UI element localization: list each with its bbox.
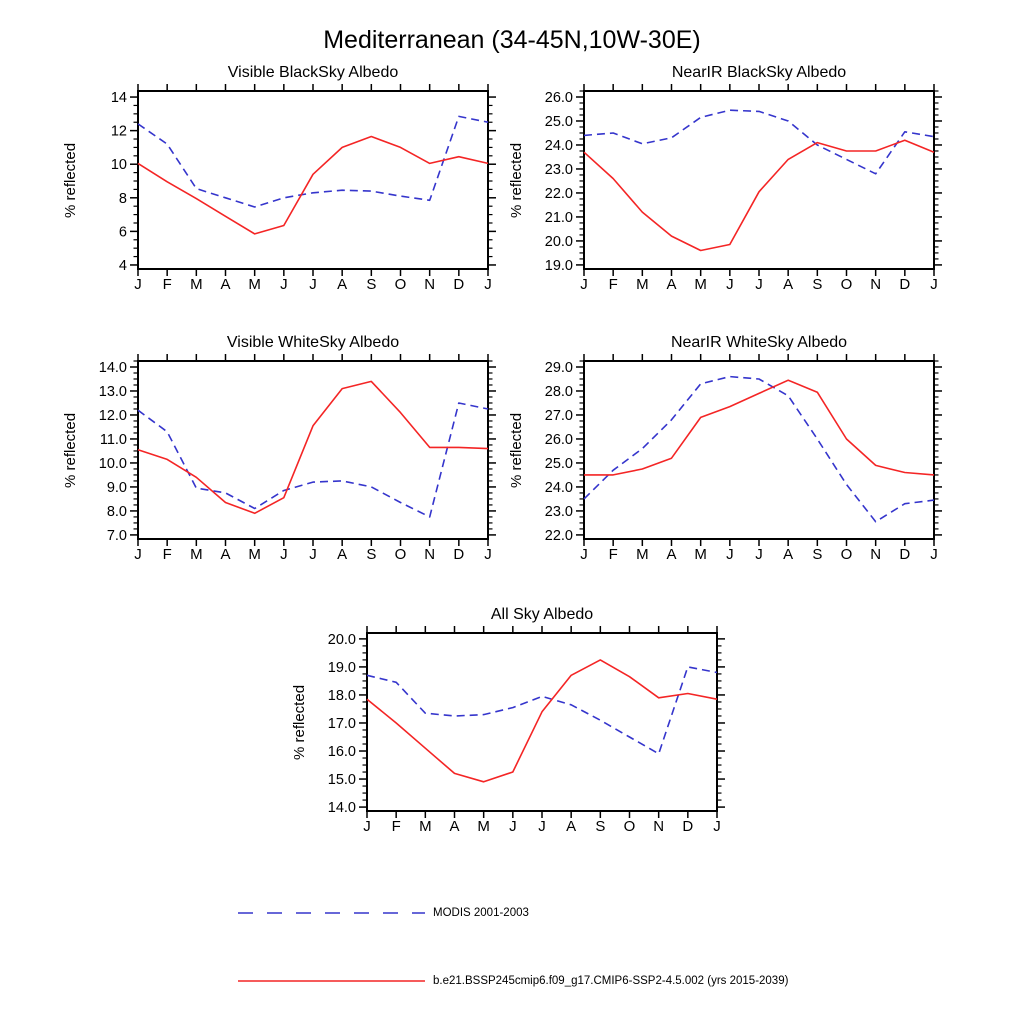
svg-text:J: J xyxy=(280,276,288,293)
svg-text:J: J xyxy=(580,546,588,563)
svg-text:26.0: 26.0 xyxy=(544,89,573,106)
legend-entry-modis xyxy=(238,905,529,921)
chart-all-sky-albedo xyxy=(247,607,727,847)
svg-text:A: A xyxy=(337,276,348,293)
svg-text:D: D xyxy=(453,276,465,293)
svg-text:A: A xyxy=(783,546,794,563)
svg-text:J: J xyxy=(309,276,317,293)
chart-plot xyxy=(247,607,727,847)
svg-text:7.0: 7.0 xyxy=(106,527,127,544)
svg-text:M: M xyxy=(636,276,649,293)
svg-text:12: 12 xyxy=(110,123,127,140)
svg-text:20.0: 20.0 xyxy=(327,631,356,648)
svg-text:M: M xyxy=(694,546,707,563)
svg-text:14.0: 14.0 xyxy=(327,800,356,817)
svg-text:10: 10 xyxy=(110,157,127,174)
svg-text:8: 8 xyxy=(118,190,127,207)
svg-text:13.0: 13.0 xyxy=(98,383,127,400)
y-axis-label: % reflected xyxy=(508,142,525,218)
svg-text:24.0: 24.0 xyxy=(544,479,573,496)
svg-text:M: M xyxy=(248,276,261,293)
svg-text:J: J xyxy=(713,818,721,835)
svg-text:21.0: 21.0 xyxy=(544,209,573,226)
svg-text:D: D xyxy=(453,546,465,563)
chart-visible-whitesky-albedo xyxy=(18,335,498,575)
svg-text:J: J xyxy=(309,546,317,563)
svg-text:A: A xyxy=(666,546,677,563)
svg-text:J: J xyxy=(930,276,938,293)
svg-text:J: J xyxy=(580,276,588,293)
svg-text:F: F xyxy=(391,818,401,835)
y-axis-label: % reflected xyxy=(508,412,525,488)
svg-text:J: J xyxy=(755,276,763,293)
svg-text:19.0: 19.0 xyxy=(327,659,356,676)
svg-text:A: A xyxy=(449,818,460,835)
svg-text:A: A xyxy=(566,818,577,835)
chart-plot xyxy=(18,65,498,305)
svg-text:S: S xyxy=(595,818,606,835)
svg-text:D: D xyxy=(899,276,911,293)
svg-text:J: J xyxy=(509,818,517,835)
legend-entry-model xyxy=(238,973,788,989)
svg-text:D: D xyxy=(682,818,694,835)
svg-text:22.0: 22.0 xyxy=(544,527,573,544)
svg-text:19.0: 19.0 xyxy=(544,257,573,274)
svg-text:17.0: 17.0 xyxy=(327,715,356,732)
legend-line-model xyxy=(238,973,425,989)
svg-text:A: A xyxy=(666,276,677,293)
svg-text:M: M xyxy=(190,546,203,563)
svg-text:S: S xyxy=(366,546,377,563)
svg-text:N: N xyxy=(424,276,436,293)
svg-text:J: J xyxy=(930,546,938,563)
series-line-model xyxy=(584,380,934,475)
svg-text:11.0: 11.0 xyxy=(99,431,127,448)
svg-text:M: M xyxy=(477,818,490,835)
svg-text:N: N xyxy=(424,546,436,563)
svg-text:14: 14 xyxy=(110,90,127,107)
svg-text:6: 6 xyxy=(118,224,127,241)
svg-text:10.0: 10.0 xyxy=(98,455,127,472)
svg-text:D: D xyxy=(899,546,911,563)
series-line-modis xyxy=(584,377,934,522)
svg-text:J: J xyxy=(484,276,492,293)
svg-text:A: A xyxy=(783,276,794,293)
svg-text:16.0: 16.0 xyxy=(327,744,356,761)
y-axis-label: % reflected xyxy=(62,142,79,218)
svg-text:23.0: 23.0 xyxy=(544,161,573,178)
chart-title: NearIR WhiteSky Albedo xyxy=(670,334,848,351)
svg-text:J: J xyxy=(755,546,763,563)
svg-text:O: O xyxy=(840,276,853,293)
svg-text:25.0: 25.0 xyxy=(544,113,573,130)
chart-visible-blacksky-albedo xyxy=(18,65,498,305)
svg-text:28.0: 28.0 xyxy=(544,383,573,400)
svg-text:29.0: 29.0 xyxy=(544,359,573,376)
legend-label-model: b.e21.BSSP245cmip6.f09_g17.CMIP6-SSP2-4.5.002 (yrs 2015-2039) xyxy=(433,975,789,987)
svg-text:26.0: 26.0 xyxy=(544,431,573,448)
svg-text:J: J xyxy=(134,276,142,293)
svg-text:4: 4 xyxy=(118,257,127,274)
svg-text:15.0: 15.0 xyxy=(327,772,356,789)
figure-title: Mediterranean (34-45N,10W-30E) xyxy=(323,26,701,54)
svg-text:12.0: 12.0 xyxy=(98,407,127,424)
svg-text:J: J xyxy=(726,546,734,563)
svg-text:O: O xyxy=(840,546,853,563)
svg-text:S: S xyxy=(366,276,377,293)
svg-text:A: A xyxy=(337,546,348,563)
svg-text:O: O xyxy=(394,546,407,563)
series-line-model xyxy=(367,660,717,782)
chart-title: NearIR BlackSky Albedo xyxy=(671,64,847,81)
y-axis-label: % reflected xyxy=(62,412,79,488)
svg-text:J: J xyxy=(363,818,371,835)
svg-text:J: J xyxy=(280,546,288,563)
chart-plot xyxy=(464,65,944,305)
svg-text:S: S xyxy=(812,546,823,563)
chart-title: All Sky Albedo xyxy=(490,606,594,623)
chart-plot xyxy=(18,335,498,575)
svg-text:N: N xyxy=(653,818,665,835)
svg-text:M: M xyxy=(190,276,203,293)
series-line-modis xyxy=(138,403,488,517)
svg-text:9.0: 9.0 xyxy=(106,479,127,496)
legend-label-modis: MODIS 2001-2003 xyxy=(433,907,529,919)
chart-nearir-blacksky-albedo xyxy=(464,65,944,305)
svg-text:M: M xyxy=(419,818,432,835)
svg-text:F: F xyxy=(608,546,618,563)
svg-text:N: N xyxy=(870,546,882,563)
svg-text:J: J xyxy=(726,276,734,293)
svg-text:22.0: 22.0 xyxy=(544,185,573,202)
svg-text:25.0: 25.0 xyxy=(544,455,573,472)
chart-nearir-whitesky-albedo xyxy=(464,335,944,575)
svg-text:M: M xyxy=(636,546,649,563)
svg-text:N: N xyxy=(870,276,882,293)
series-line-modis xyxy=(584,110,934,174)
svg-text:24.0: 24.0 xyxy=(544,137,573,154)
legend-line-modis xyxy=(238,905,425,921)
svg-text:14.0: 14.0 xyxy=(98,359,127,376)
svg-text:O: O xyxy=(623,818,636,835)
svg-text:F: F xyxy=(608,276,618,293)
svg-text:S: S xyxy=(812,276,823,293)
svg-text:27.0: 27.0 xyxy=(544,407,573,424)
chart-plot xyxy=(464,335,944,575)
svg-text:18.0: 18.0 xyxy=(327,687,356,704)
svg-text:A: A xyxy=(220,276,231,293)
chart-title: Visible BlackSky Albedo xyxy=(227,64,399,81)
svg-text:J: J xyxy=(484,546,492,563)
svg-text:O: O xyxy=(394,276,407,293)
svg-text:A: A xyxy=(220,546,231,563)
svg-text:20.0: 20.0 xyxy=(544,233,573,250)
svg-text:23.0: 23.0 xyxy=(544,503,573,520)
svg-text:F: F xyxy=(162,276,172,293)
series-line-model xyxy=(138,381,488,513)
svg-text:J: J xyxy=(134,546,142,563)
svg-text:J: J xyxy=(538,818,546,835)
svg-text:8.0: 8.0 xyxy=(106,503,127,520)
svg-text:F: F xyxy=(162,546,172,563)
chart-title: Visible WhiteSky Albedo xyxy=(226,334,400,351)
series-line-model xyxy=(584,140,934,250)
y-axis-label: % reflected xyxy=(291,684,308,760)
series-line-modis xyxy=(367,667,717,754)
svg-text:M: M xyxy=(248,546,261,563)
svg-text:M: M xyxy=(694,276,707,293)
